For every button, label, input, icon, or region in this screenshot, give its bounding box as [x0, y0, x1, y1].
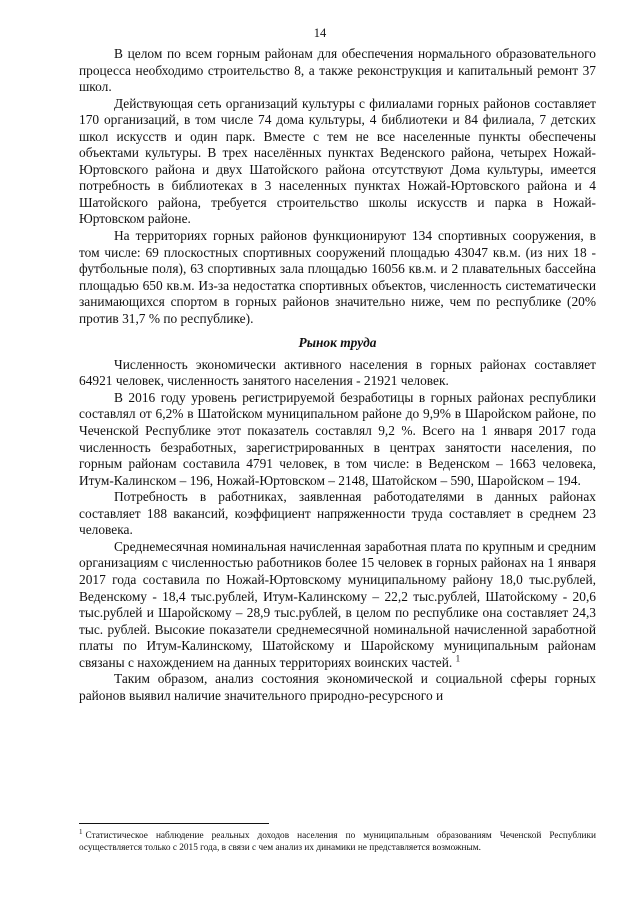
paragraph-vacancies: Потребность в работниках, заявленная работодателями в данных районах составляет 188 вакансий, коэффициент напряженности труда составляет в среднем 23 человека. — [79, 489, 596, 538]
footnote-number: 1 — [79, 827, 83, 836]
footnote — [79, 827, 596, 854]
paragraph-wages — [79, 539, 596, 671]
page-number: 14 — [313, 26, 327, 40]
body-text — [79, 46, 596, 704]
footnote-reference: 1 — [455, 653, 461, 664]
paragraph-wages-text: Среднемесячная номинальная начисленная заработная плата по крупным и средним организациям с численностью работников более 15 человек в горных районах на 1 января 2017 года составила по Ножай-Юртовскому муниципальному району 18,0 тыс.рублей, Веденскому - 18,4 тыс.рублей, Итум-Калинскому – 22,2 тыс.рублей, Шатойскому - 20,6 тыс.рублей и Шаройскому – 28,9 тыс.рублей, в целом по республике она составляет 24,3 тыс. рублей. Высокие показатели среднемесячной номинальной начисленной заработной платы по Итум-Калинскому, Шатойскому и Шаройскому муниципальным районам связаны с нахождением на данных территориях воинских частей. — [79, 538, 596, 670]
footnote-text: Статистическое наблюдение реальных доходов населения по муниципальным образованиям Чеченской Республики осуществляется только с 2015 года, в связи с чем анализ их динамики не представляется возможным. — [79, 831, 596, 853]
paragraph-sports: На территориях горных районов функционируют 134 спортивных сооружения, в том числе: 69 плоскостных спортивных сооружений площадью 43047 кв.м. (из них 18 - футбольные поля), 63 спортивных зала площадью 16056 кв.м. и 2 плавательных бассейна площадью 650 кв.м. Из-за недостатка спортивных объектов, численность систематически занимающихся спортом в горных районов значительно ниже, чем по республике (20% против 31,7 % по республике). — [79, 228, 596, 326]
paragraph-schools: В целом по всем горным районам для обеспечения нормального образовательного процесса необходимо строительство 8, а также реконструкция и капитальный ремонт 37 школ. — [79, 46, 596, 95]
footnote-divider — [79, 823, 269, 824]
section-heading-labor-market: Рынок труда — [298, 335, 377, 351]
paragraph-culture: Действующая сеть организаций культуры с филиалами горных районов составляет 170 организаций, в том числе 74 дома культуры, 4 библиотеки и 84 филиала, 7 детских школ искусств и один парк. Вместе с тем не все населенные пункты обеспечены объектами культуры. В трех населённых пунктах Веденского района, четырех Ножай-Юртовского района и двух Шатойского района отсутствуют Дома культуры, имеется потребность в библиотеках в 3 населенных пунктах Ножай-Юртовского района и 4 Шатойского района, требуется строительство школы искусств и парка в Ножай-Юртовском районе. — [79, 95, 596, 227]
paragraph-unemployment: В 2016 году уровень регистрируемой безработицы в горных районах республики составлял от 6,2% в Шатойском муниципальном районе до 9,9% в Шаройском районе, по Чеченской Республике этот показатель составлял 9,2 %. Всего на 1 января 2017 года численность безработных, зарегистрированных в центрах занятости населения, по горным районам составила 4791 человек, в том числе: в Веденском – 1663 человека, Итум-Калинском – 196, Ножай-Юртовском – 2148, Шатойском – 590, Шаройском – 194. — [79, 389, 596, 488]
paragraph-conclusion: Таким образом, анализ состояния экономической и социальной сферы горных районов выявил наличие значительного природно-ресурсного и — [79, 671, 596, 703]
paragraph-labor-force: Численность экономически активного населения в горных районах составляет 64921 человек, численность занятого населения - 21921 человек. — [79, 356, 596, 389]
